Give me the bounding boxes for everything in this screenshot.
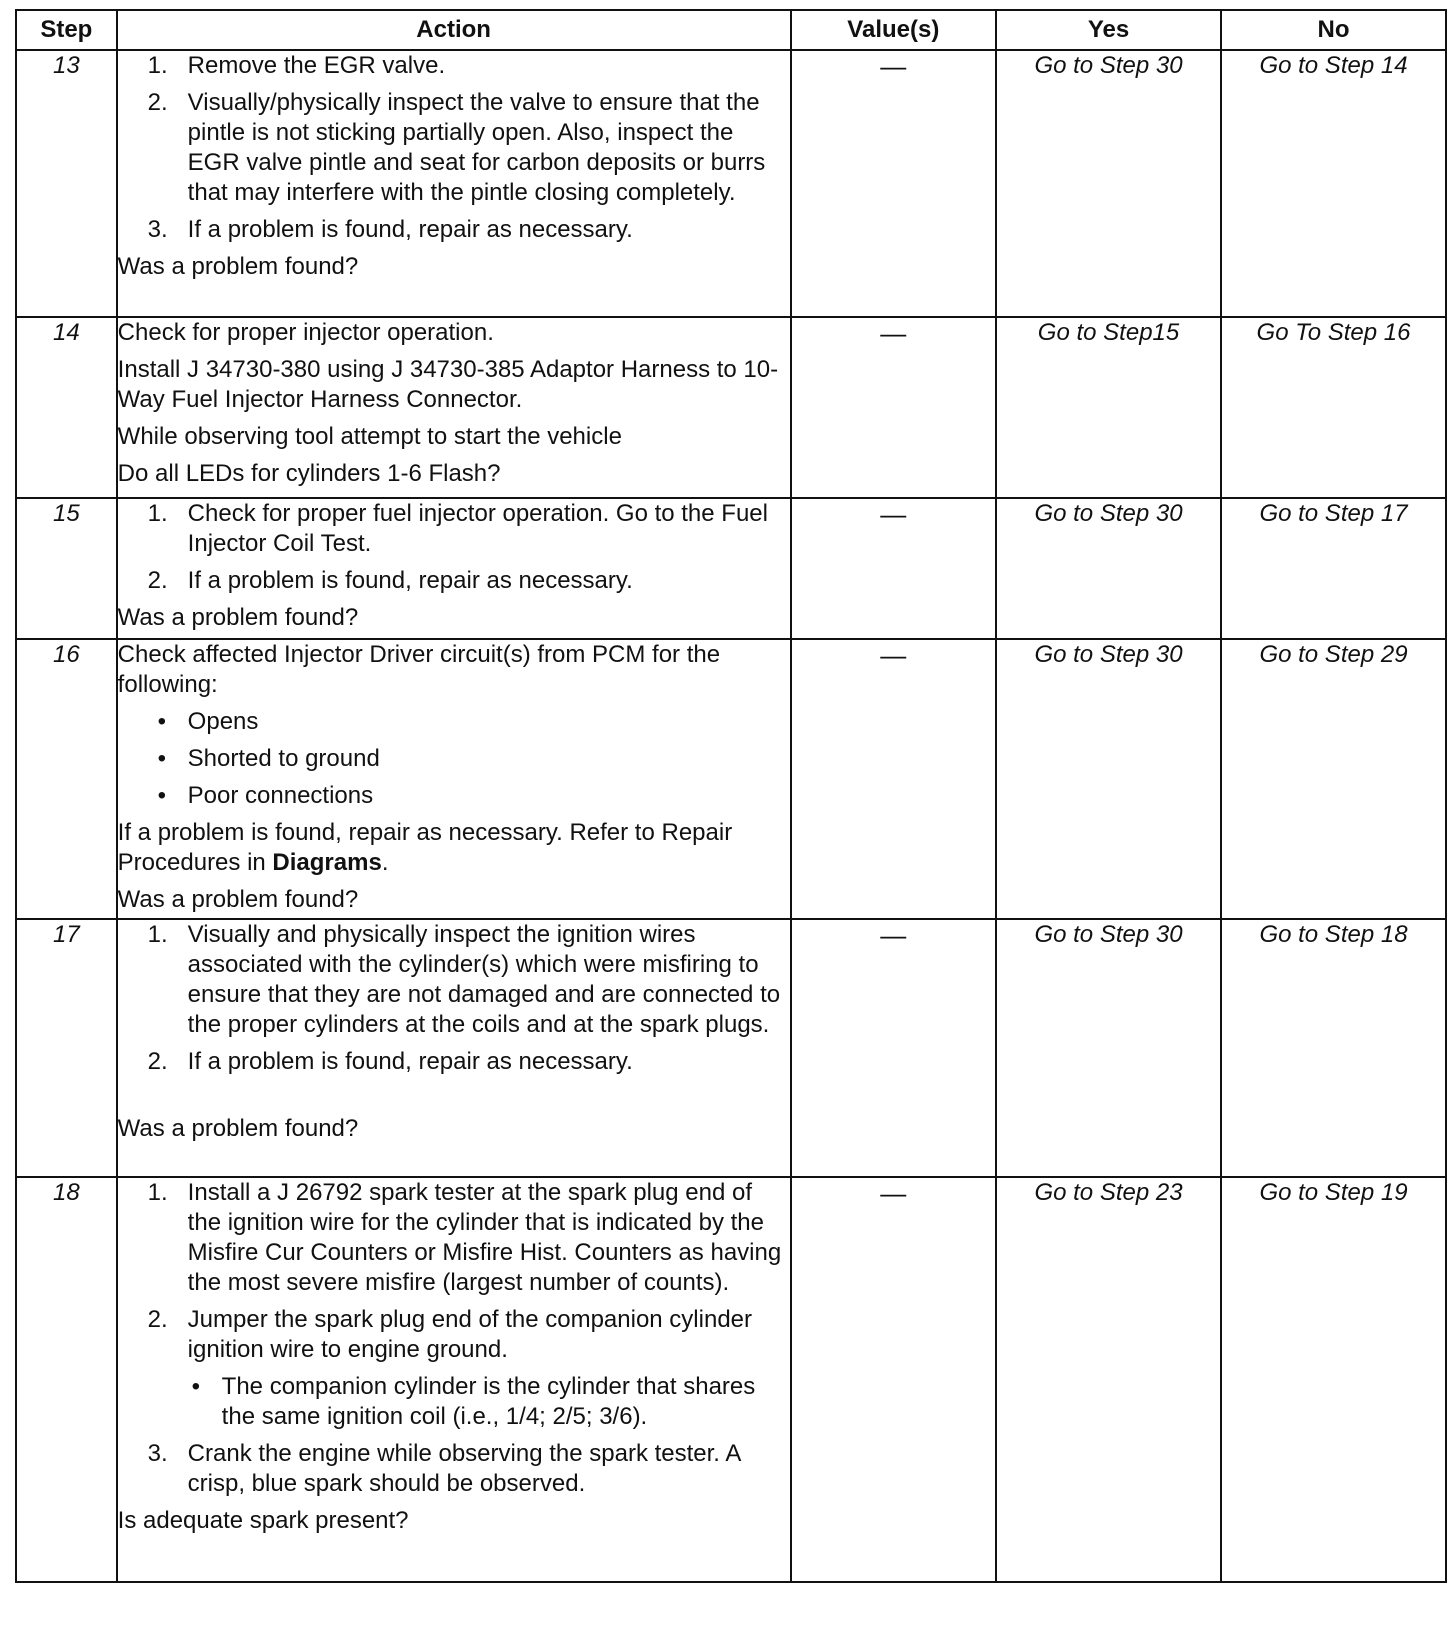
yes-cell: Go to Step15 [996, 317, 1221, 498]
question: Was a problem found? [117, 886, 359, 913]
no-cell: Go to Step 17 [1221, 498, 1446, 639]
diagrams-reference: Diagrams [272, 849, 382, 876]
question: Do all LEDs for cylinders 1-6 Flash? [117, 460, 501, 487]
step-number: 13 [16, 50, 117, 317]
action-cell [117, 317, 791, 498]
no-cell: Go to Step 19 [1221, 1177, 1446, 1582]
no-cell: Go to Step 14 [1221, 50, 1446, 317]
table-row [16, 639, 1446, 919]
header-step: Step [16, 10, 117, 50]
list-item: 2. If a problem is found, repair as necessary. [147, 1048, 633, 1075]
list-item: 1. Check for proper fuel injector operation. Go to the Fuel Injector Coil Test. [147, 500, 768, 557]
action-cell [117, 50, 791, 317]
question: Was a problem found? [117, 253, 359, 280]
no-cell: Go to Step 29 [1221, 639, 1446, 919]
yes-cell: Go to Step 23 [996, 1177, 1221, 1582]
header-no: No [1221, 10, 1446, 50]
no-cell: Go to Step 18 [1221, 919, 1446, 1177]
action-cell [117, 498, 791, 639]
list-item: 2. If a problem is found, repair as necessary. [147, 567, 633, 594]
value-cell: — [791, 919, 996, 1177]
list-item: • The companion cylinder is the cylinder that shares the same ignition coil (i.e., 1/4; 2/5; 3/6). [188, 1372, 790, 1432]
step-number: 15 [16, 498, 117, 639]
value-cell: — [791, 639, 996, 919]
list-item: • Shorted to ground [118, 744, 790, 774]
list-item: 2. Visually/physically inspect the valve to ensure that the pintle is not sticking partially open. Also, inspect the EGR valve pintle and seat for carbon deposits or burrs that may interfere with the pintle closing completely. [147, 89, 766, 206]
yes-cell: Go to Step 30 [996, 50, 1221, 317]
numbered-list [118, 920, 790, 1077]
table-row [16, 1177, 1446, 1582]
header-values: Value(s) [791, 10, 996, 50]
numbered-list [118, 51, 790, 245]
numbered-list [118, 1178, 790, 1499]
value-cell: — [791, 498, 996, 639]
paragraph: If a problem is found, repair as necessary. Refer to Repair Procedures in Diagrams. [117, 819, 733, 876]
paragraph: Install J 34730-380 using J 34730-385 Adaptor Harness to 10-Way Fuel Injector Harness Connector. [117, 356, 779, 413]
no-cell: Go To Step 16 [1221, 317, 1446, 498]
list-item: 1. Install a J 26792 spark tester at the spark plug end of the ignition wire for the cylinder that is indicated by the Misfire Cur Counters or Misfire Hist. Counters as having the most severe misfire (largest number of counts). [147, 1179, 782, 1296]
paragraph: While observing tool attempt to start the vehicle [117, 423, 622, 450]
header-action: Action [117, 10, 791, 50]
action-cell [117, 639, 791, 919]
numbered-list [118, 499, 790, 596]
table-row [16, 919, 1446, 1177]
step-number: 18 [16, 1177, 117, 1582]
step-number: 17 [16, 919, 117, 1177]
list-item: 1. Remove the EGR valve. [147, 52, 446, 79]
header-row [16, 10, 1446, 50]
header-yes: Yes [996, 10, 1221, 50]
question: Is adequate spark present? [117, 1507, 409, 1534]
value-cell: — [791, 1177, 996, 1582]
paragraph: Check affected Injector Driver circuit(s) from PCM for the following: [117, 641, 721, 698]
step-number: 16 [16, 639, 117, 919]
list-item: 2. Jumper the spark plug end of the companion cylinder ignition wire to engine ground. • The companion cylinder is the cylinder that shares the same ignition coil (i.e., 1/4; 2/5; 3/6). [118, 1305, 790, 1432]
table-row [16, 498, 1446, 639]
value-cell: — [791, 50, 996, 317]
list-item: • Opens [118, 707, 790, 737]
list-item: 3. Crank the engine while observing the spark tester. A crisp, blue spark should be observed. [147, 1440, 740, 1497]
bullet-list [118, 707, 790, 811]
step-number: 14 [16, 317, 117, 498]
action-cell [117, 919, 791, 1177]
list-item: 1. Visually and physically inspect the ignition wires associated with the cylinder(s) which were misfiring to ensure that they are not damaged and are connected to the proper cylinders at the coils and at the spark plugs. [147, 921, 781, 1038]
list-item: • Poor connections [118, 781, 790, 811]
yes-cell: Go to Step 30 [996, 639, 1221, 919]
paragraph: Check for proper injector operation. [117, 319, 494, 346]
list-item: 3. If a problem is found, repair as necessary. [147, 216, 633, 243]
table-row [16, 50, 1446, 317]
yes-cell: Go to Step 30 [996, 919, 1221, 1177]
question: Was a problem found? [117, 1115, 359, 1142]
yes-cell: Go to Step 30 [996, 498, 1221, 639]
action-cell [117, 1177, 791, 1582]
table-row [16, 317, 1446, 498]
sub-bullet-list [188, 1372, 790, 1432]
value-cell: — [791, 317, 996, 498]
question: Was a problem found? [117, 604, 359, 631]
diagnostic-table [15, 9, 1447, 1583]
